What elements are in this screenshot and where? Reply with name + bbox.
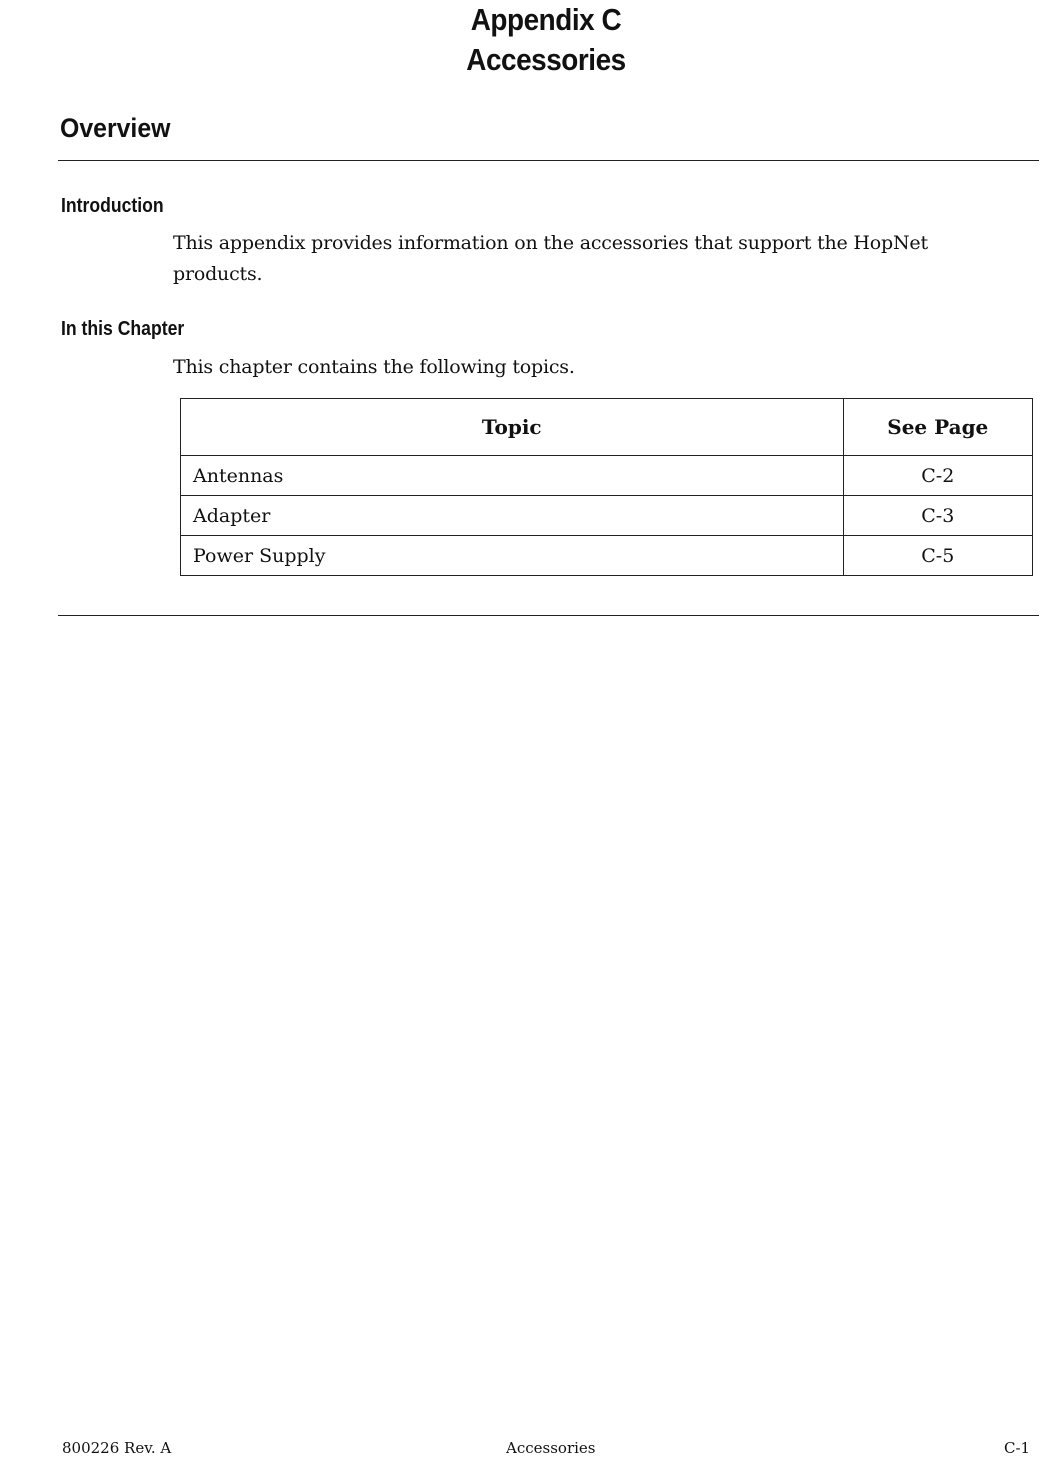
page-cell: C-2 — [843, 456, 1032, 496]
table-header-row — [181, 399, 1033, 456]
topic-cell: Adapter — [181, 496, 844, 536]
appendix-title: Appendix C — [470, 2, 622, 37]
footer-document-number: 800226 Rev. A — [62, 1439, 172, 1457]
topic-cell: Power Supply — [181, 536, 844, 576]
footer-section-title: Accessories — [506, 1439, 596, 1457]
see-page-column-header: See Page — [843, 399, 1032, 456]
introduction-label: Introduction — [61, 195, 164, 217]
topics-table — [180, 398, 1033, 576]
footer-page-number: C-1 — [1004, 1439, 1031, 1457]
appendix-subtitle: Accessories — [466, 42, 626, 77]
bottom-divider — [58, 615, 1039, 616]
topic-column-header: Topic — [181, 399, 844, 456]
table-row — [181, 536, 1033, 576]
topic-cell: Antennas — [181, 456, 844, 496]
in-this-chapter-text: This chapter contains the following topics. — [173, 356, 575, 378]
introduction-text: This appendix provides information on the accessories that support the HopNet products. — [173, 232, 928, 285]
page-cell: C-5 — [843, 536, 1032, 576]
in-this-chapter-label: In this Chapter — [61, 318, 185, 340]
table-row — [181, 456, 1033, 496]
top-divider — [58, 160, 1039, 161]
page-cell: C-3 — [843, 496, 1032, 536]
overview-heading: Overview — [60, 113, 171, 143]
table-row — [181, 496, 1033, 536]
